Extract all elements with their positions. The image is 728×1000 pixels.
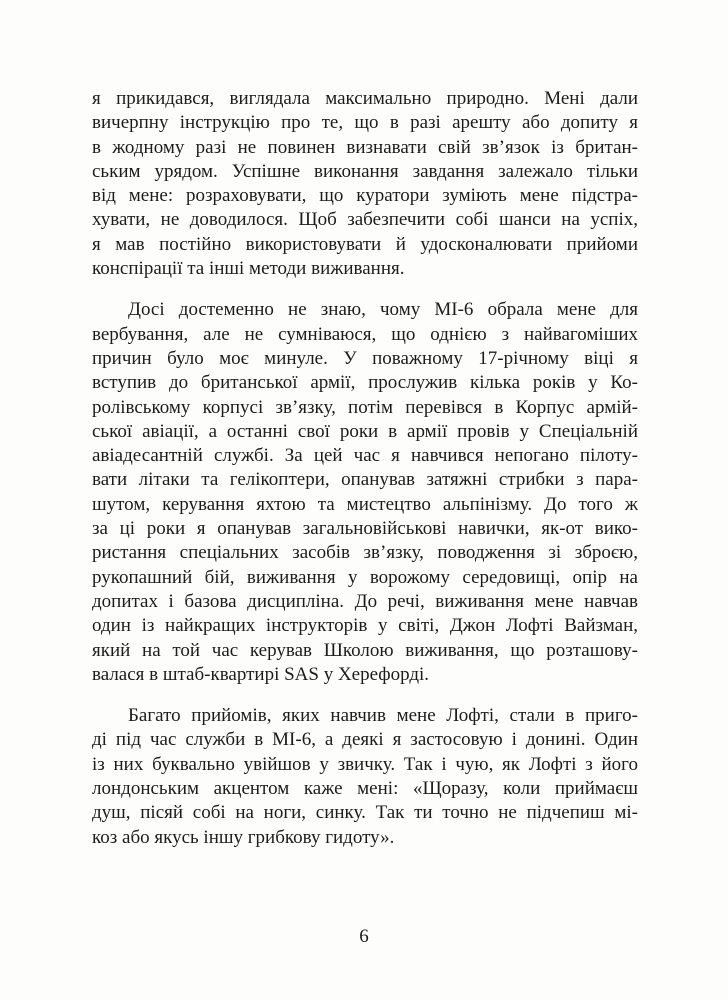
text-line: один із найкращих інструкторів у світі, Джон Лофті Вайзман, [92, 615, 638, 637]
text-line: Багато прийомів, яких навчив мене Лофті, стали в приго- [128, 705, 638, 727]
text-line: лондонським акцентом каже мені: «Щоразу, коли приймаєш [92, 778, 638, 800]
page-body [92, 87, 638, 850]
text-line: коз або якусь іншу грибкову гидоту». [92, 826, 395, 848]
text-line: ристання спеціальних засобів зв’язку, поводження зі зброєю, [92, 542, 638, 564]
text-line: ської авіації, а останні свої роки в армії провів у Спеціальній [92, 420, 638, 442]
text-line: ді під час служби в МІ-6, а деякі я застосовую і донині. Один [92, 729, 638, 751]
text-line: від мене: розраховувати, що куратори зуміють мене підстра- [92, 185, 638, 207]
text-line: авіадесантній службі. За цей час я навчився непогано пілоту- [92, 445, 638, 467]
text-line: рукопашний бій, виживання у ворожому середовищі, опір на [92, 566, 638, 588]
text-line: в жодному разі не повинен визнавати свій зв’язок із британ- [92, 136, 638, 158]
text-line: хувати, не доводилося. Щоб забезпечити собі шанси на успіх, [92, 209, 638, 231]
text-line: причин було моє минуле. У поважному 17-річному віці я [92, 347, 638, 369]
text-line: я прикидався, виглядала максимально природно. Мені дали [92, 88, 638, 109]
text-line: із них буквально увійшов у звичку. Так і чую, як Лофті з його [92, 753, 638, 775]
text-line: Досі достеменно не знаю, чому МІ-6 обрала мене для [128, 299, 638, 321]
text-line: вербування, але не сумніваюся, що однією з найвагоміших [92, 323, 638, 345]
text-line: конспірації та інші методи виживання. [92, 258, 405, 280]
text-line: шутом, керування яхтою та мистецтво альпінізму. До того ж [92, 493, 638, 515]
text-line: допитах і базова дисципліна. До речі, виживання мене навчав [92, 590, 638, 612]
text-line: вати літаки та гелікоптери, опанував затяжні стрибки з пара- [92, 469, 638, 491]
text-line: ським урядом. Успішне виконання завдання залежало тільки [92, 160, 638, 182]
text-line: за ці роки я опанував загальновійськові навички, як-от вико- [92, 518, 638, 540]
paragraph-3 [92, 704, 638, 850]
text-line: вичерпну інструкцію про те, що в разі арешту або допиту я [92, 112, 638, 134]
paragraph-1 [92, 87, 638, 281]
text-line: душ, пісяй собі на ноги, синку. Так ти точно не підчепиш мі- [92, 802, 638, 824]
text-line: який на той час керував Школою виживання, що розташову- [92, 639, 638, 661]
text-line: я мав постійно використовувати й удосконалювати прийоми [92, 233, 638, 255]
text-line: вступив до британської армії, прослужив кілька років у Ко- [92, 372, 638, 394]
text-line: валася в штаб-квартирі SAS у Херефорді. [92, 663, 430, 685]
page-number: 6 [359, 926, 369, 947]
paragraph-2 [92, 298, 638, 687]
text-line: ролівському корпусі зв’язку, потім перевівся в Корпус армій- [92, 396, 638, 418]
